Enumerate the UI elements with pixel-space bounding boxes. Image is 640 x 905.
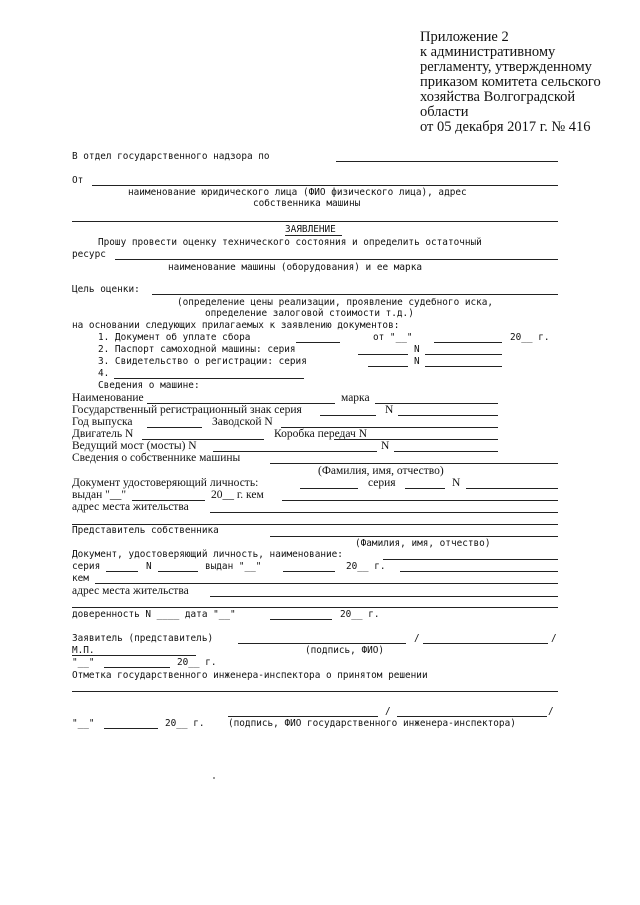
appendix-line: регламенту, утвержденному: [420, 59, 592, 75]
issued-year: 20__ г. кем: [211, 489, 264, 501]
date-month-field[interactable]: [104, 667, 170, 668]
doc1-number-field[interactable]: [296, 342, 340, 343]
purpose-label: Цель оценки:: [72, 284, 140, 295]
machine-caption: наименование машины (оборудования) и ее марка: [168, 262, 422, 273]
owner-field[interactable]: [270, 463, 558, 464]
from-caption: наименование юридического лица (ФИО физического лица), адрес: [128, 187, 467, 198]
plate-n: N: [385, 404, 394, 416]
doc2-series-field[interactable]: [358, 354, 408, 355]
doc2-n: N: [414, 344, 420, 355]
rep-series-field[interactable]: [106, 571, 138, 572]
gearbox-label: Коробка передач N: [274, 428, 368, 440]
doc4-field[interactable]: [114, 378, 304, 379]
rep-issued-label: выдан "__": [205, 561, 262, 572]
rep-id-doc-field[interactable]: [383, 559, 558, 560]
year-label: Год выпуска: [72, 416, 133, 428]
title-underline: [285, 235, 342, 236]
poa-year: 20__ г.: [340, 609, 380, 620]
representative-caption: (Фамилия, имя, отчество): [355, 538, 491, 549]
residence-field[interactable]: [210, 512, 558, 513]
rep-by-field[interactable]: [95, 583, 558, 584]
doc-item-4: 4.: [98, 368, 110, 379]
inspector-date-quote: "__": [72, 718, 95, 729]
engine-label: Двигатель N: [72, 428, 134, 440]
id-number-field[interactable]: [466, 488, 558, 489]
doc-item-3: 3. Свидетельство о регистрации: серия: [98, 356, 307, 367]
representative-field[interactable]: [270, 536, 558, 537]
id-n-label: N: [452, 477, 461, 489]
id-doc-label: Документ удостоверяющий личность:: [72, 477, 259, 489]
rep-residence-field-2[interactable]: [72, 607, 558, 608]
basis-text: на основании следующих прилагаемых к заявлению документов:: [72, 320, 400, 331]
owner-label: Сведения о собственнике машины: [72, 452, 241, 464]
inspector-mark-label: Отметка государственного инженера-инспектора о принятом решении: [72, 670, 428, 681]
applicant-name-field[interactable]: [423, 643, 548, 644]
gearbox-field[interactable]: [334, 439, 498, 440]
doc2-number-field[interactable]: [425, 354, 502, 355]
id-series-field[interactable]: [405, 488, 445, 489]
residence-label: адрес места жительства: [72, 501, 189, 513]
year-field[interactable]: [147, 427, 202, 428]
machine-brand-field[interactable]: [375, 403, 498, 404]
rep-n-label: N: [146, 561, 152, 572]
inspector-date-year: 20__ г.: [165, 718, 205, 729]
rep-by-label: кем: [72, 573, 89, 584]
inspector-name-field[interactable]: [397, 716, 547, 717]
rep-issued-year: 20__ г.: [346, 561, 386, 572]
purpose-field[interactable]: [152, 294, 558, 295]
appendix-line: Приложение 2: [420, 29, 509, 45]
issued-by-field[interactable]: [282, 500, 558, 501]
doc-item-2: 2. Паспорт самоходной машины: серия: [98, 344, 296, 355]
appendix-line: приказом комитета сельского: [420, 74, 601, 90]
to-dept-field[interactable]: [336, 161, 558, 162]
from-caption: собственника машины: [253, 198, 361, 209]
poa-label: доверенность N ____ дата "__": [72, 609, 236, 620]
statement-title: ЗАЯВЛЕНИЕ: [285, 224, 336, 235]
date-quote: "__": [72, 657, 95, 668]
rep-issued-extra-field[interactable]: [400, 571, 558, 572]
from-field-2[interactable]: [72, 221, 558, 222]
purpose-caption: определение залоговой стоимости т.д.): [205, 308, 414, 319]
representative-label: Представитель собственника: [72, 525, 219, 536]
inspector-mark-field[interactable]: [72, 691, 558, 692]
doc3-n: N: [414, 356, 420, 367]
appendix-line: области: [420, 104, 469, 120]
appendix-line: от 05 декабря 2017 г. № 416: [420, 119, 591, 135]
machine-brand-label: марка: [341, 392, 370, 404]
rep-residence-field[interactable]: [210, 596, 558, 597]
doc1-from: от "__": [373, 332, 413, 343]
factory-label: Заводской N: [212, 416, 273, 428]
axle-field-2[interactable]: [394, 451, 498, 452]
inspector-caption: (подпись, ФИО государственного инженера-инспектора): [228, 718, 516, 729]
inspector-signature-field[interactable]: [228, 716, 378, 717]
request-text: Прошу провести оценку технического состояния и определить остаточный: [98, 237, 482, 248]
doc1-month-field[interactable]: [434, 342, 502, 343]
resource-field[interactable]: [115, 259, 558, 260]
sign-caption: (подпись, ФИО): [305, 645, 385, 656]
machine-name-label: Наименование: [72, 392, 144, 404]
from-label: От: [72, 175, 84, 186]
applicant-signature-field[interactable]: [238, 643, 406, 644]
owner-caption: (Фамилия, имя, отчество): [318, 465, 444, 477]
slash: /: [551, 633, 557, 644]
applicant-label: Заявитель (представитель): [72, 633, 214, 644]
to-dept-label: В отдел государственного надзора по: [72, 151, 270, 162]
rep-number-field[interactable]: [158, 571, 198, 572]
issued-label: выдан "__": [72, 489, 127, 501]
id-doc-field[interactable]: [300, 488, 358, 489]
poa-month-field[interactable]: [270, 619, 332, 620]
slash: /: [548, 706, 554, 717]
mp-label: М.П.: [72, 645, 95, 656]
scan-speck: [213, 777, 215, 779]
rep-residence-label: адрес места жительства: [72, 585, 189, 597]
doc-item-1: 1. Документ об уплате сбора: [98, 332, 251, 343]
purpose-caption: (определение цены реализации, проявление судебного иска,: [177, 297, 494, 308]
id-series-label: серия: [368, 477, 396, 489]
doc3-series-field[interactable]: [368, 366, 408, 367]
plate-label: Государственный регистрационный знак серия: [72, 404, 302, 416]
mp-field[interactable]: [72, 655, 196, 656]
doc3-number-field[interactable]: [425, 366, 502, 367]
appendix-line: к административному: [420, 44, 556, 60]
axle-n: N: [381, 440, 390, 452]
date-year: 20__ г.: [177, 657, 217, 668]
rep-series-label: серия: [72, 561, 101, 572]
doc1-year: 20__ г.: [510, 332, 550, 343]
slash: /: [385, 706, 391, 717]
appendix-header: [420, 30, 630, 135]
rep-id-doc-label: Документ, удостоверяющий личность, наименование:: [72, 549, 343, 560]
appendix-line: хозяйства Волгоградской: [420, 89, 576, 105]
slash: /: [414, 633, 420, 644]
inspector-date-month-field[interactable]: [104, 728, 158, 729]
from-field[interactable]: [92, 185, 558, 186]
machine-heading: Сведения о машине:: [98, 380, 200, 391]
rep-issued-month-field[interactable]: [283, 571, 335, 572]
plate-number-field[interactable]: [398, 415, 498, 416]
plate-series-field[interactable]: [320, 415, 376, 416]
resource-label: ресурс: [72, 249, 106, 260]
axle-label: Ведущий мост (мосты) N: [72, 440, 197, 452]
